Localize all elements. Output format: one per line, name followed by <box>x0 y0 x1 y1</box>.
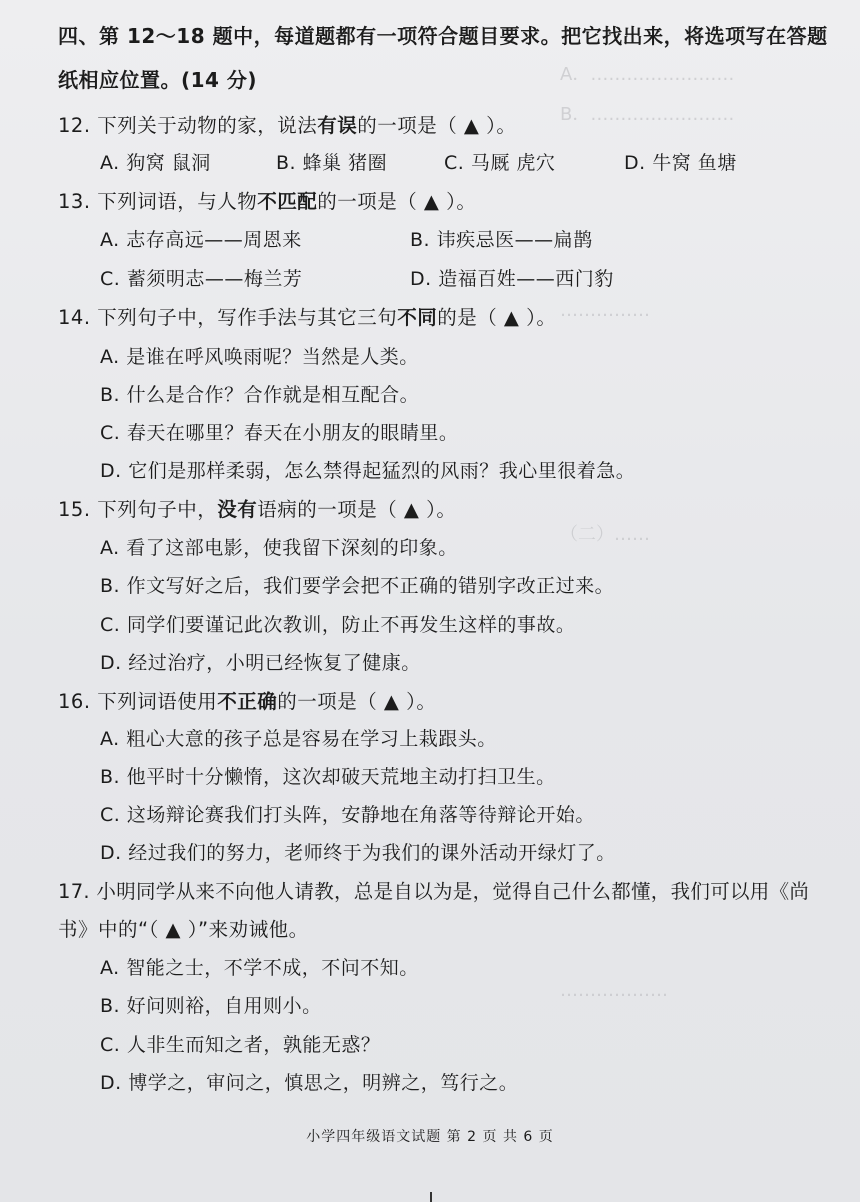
question-15-option-a: A. 看了这部电影，使我留下深刻的印象。 <box>100 537 458 559</box>
question-15-option-c: C. 同学们要谨记此次教训，防止不再发生这样的事故。 <box>100 614 576 636</box>
show-through-texture: （二）…… <box>560 524 650 545</box>
show-through-texture: ……………… <box>560 980 668 1001</box>
option-d: D. 牛窝 鱼塘 <box>624 152 737 174</box>
question-15-option-d: D. 经过治疗，小明已经恢复了健康。 <box>100 652 421 674</box>
question-14-option-c: C. 春天在哪里？春天在小朋友的眼睛里。 <box>100 422 459 444</box>
option-a: A. 狗窝 鼠洞 <box>100 152 211 174</box>
question-16-stem: 16. 下列词语使用不正确的一项是（ ▲ ）。 <box>58 690 437 713</box>
section-heading-cont: 纸相应位置。(14 分) <box>58 68 258 92</box>
page-footer: 小学四年级语文试题 第 2 页 共 6 页 <box>306 1129 554 1145</box>
question-13-stem: 13. 下列词语，与人物不匹配的一项是（ ▲ ）。 <box>58 190 477 213</box>
show-through-texture: B．…………………… <box>560 104 735 125</box>
question-14-option-a: A. 是谁在呼风唤雨呢？当然是人类。 <box>100 346 419 368</box>
question-17-option-c: C. 人非生而知之者，孰能无惑？ <box>100 1034 381 1056</box>
question-16-option-d: D. 经过我们的努力，老师终于为我们的课外活动开绿灯了。 <box>100 842 616 864</box>
question-14-option-b: B. 什么是合作？合作就是相互配合。 <box>100 384 420 406</box>
question-17-stem: 17. 小明同学从来不向他人请教，总是自以为是，觉得自己什么都懂，我们可以用《尚 <box>58 880 810 903</box>
option-d: D. 造福百姓——西门豹 <box>410 268 614 290</box>
question-16-option-a: A. 粗心大意的孩子总是容易在学习上栽跟头。 <box>100 728 497 750</box>
question-12-stem: 12. 下列关于动物的家，说法有误的一项是（ ▲ ）。 <box>58 114 517 137</box>
option-b: B. 蜂巢 猪圈 <box>276 152 388 174</box>
question-17-option-d: D. 博学之，审问之，慎思之，明辨之，笃行之。 <box>100 1072 519 1094</box>
question-14-stem: 14. 下列句子中，写作手法与其它三句不同的是（ ▲ ）。 <box>58 306 557 329</box>
question-17-stem-cont: 书》中的“（ ▲ ）”来劝诫他。 <box>58 918 309 941</box>
question-17-option-a: A. 智能之士，不学不成，不问不知。 <box>100 957 419 979</box>
option-c: C. 马厩 虎穴 <box>444 152 556 174</box>
question-17-option-b: B. 好问则裕，自用则小。 <box>100 995 322 1017</box>
question-16-option-b: B. 他平时十分懒惰，这次却破天荒地主动打扫卫生。 <box>100 766 556 788</box>
question-16-option-c: C. 这场辩论赛我们打头阵，安静地在角落等待辩论开始。 <box>100 804 595 826</box>
option-c: C. 蓄须明志——梅兰芳 <box>100 268 303 290</box>
question-15-stem: 15. 下列句子中，没有语病的一项是（ ▲ ）。 <box>58 498 457 521</box>
question-15-option-b: B. 作文写好之后，我们要学会把不正确的错别字改正过来。 <box>100 575 615 597</box>
show-through-texture: A．…………………… <box>560 64 735 85</box>
option-a: A. 志存高远——周恩来 <box>100 229 302 251</box>
fold-mark <box>430 1192 432 1202</box>
show-through-texture: …………… <box>560 300 650 321</box>
section-heading: 四、第 12～18 题中，每道题都有一项符合题目要求。把它找出来，将选项写在答题 <box>58 24 828 48</box>
question-14-option-d: D. 它们是那样柔弱，怎么禁得起猛烈的风雨？我心里很着急。 <box>100 460 636 482</box>
option-b: B. 讳疾忌医——扁鹊 <box>410 229 593 251</box>
